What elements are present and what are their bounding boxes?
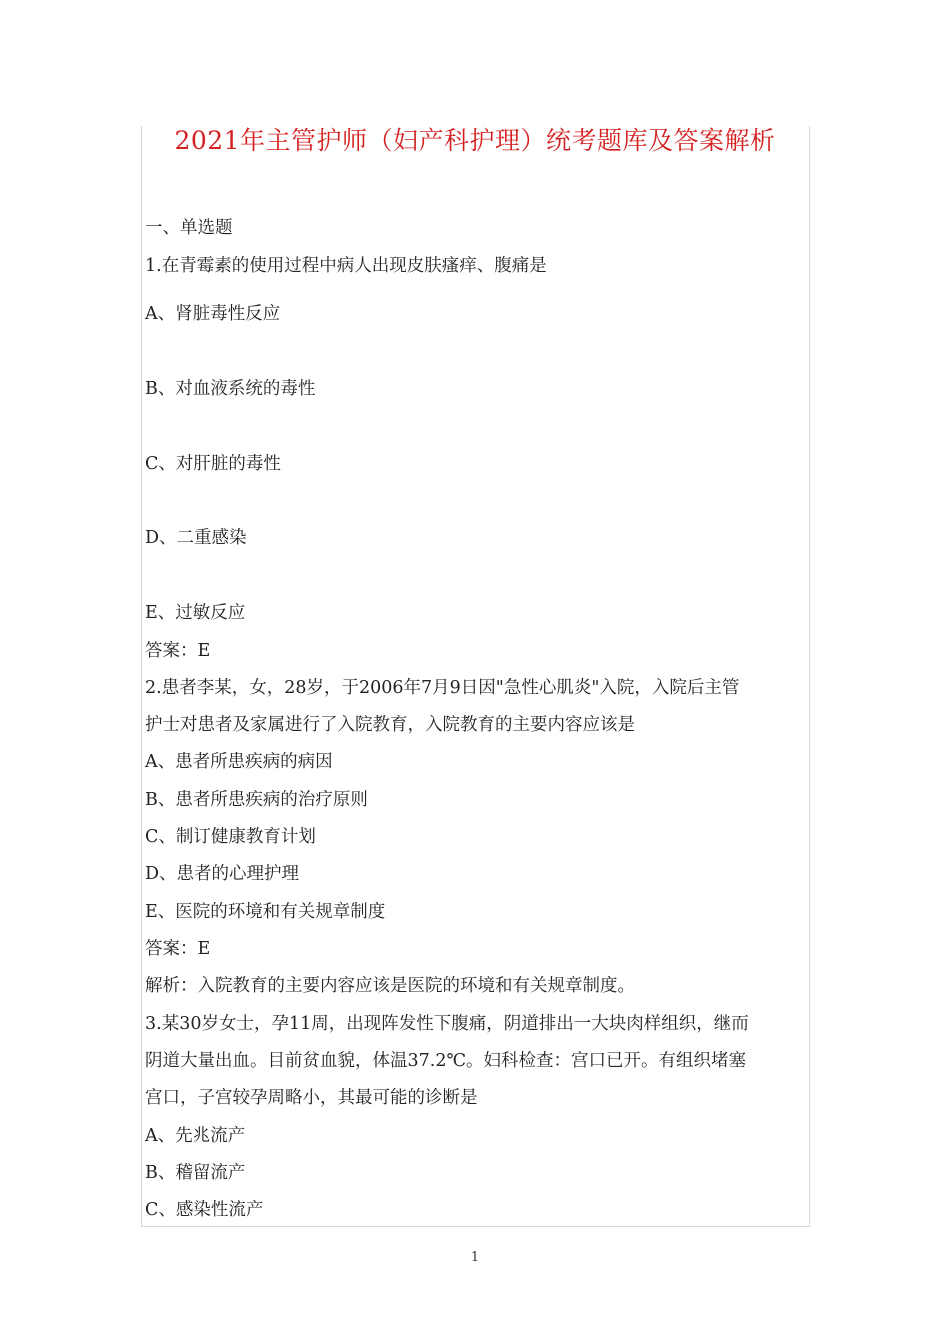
section-heading: 一、单选题 [145, 218, 233, 238]
q3-option-a: A、先兆流产 [145, 1126, 246, 1146]
q1-option-e: E、过敏反应 [145, 603, 246, 623]
q2-option-d: D、患者的心理护理 [145, 864, 300, 884]
q1-option-c: C、对肝脏的毒性 [145, 454, 281, 474]
q1-stem: 1.在青霉素的使用过程中病人出现皮肤瘙痒、腹痛是 [145, 256, 547, 276]
q2-stem-line-2: 护士对患者及家属进行了入院教育，入院教育的主要内容应该是 [145, 715, 635, 735]
q1-option-a: A、肾脏毒性反应 [145, 304, 281, 324]
page-number: 1 [470, 1250, 480, 1265]
q3-option-b: B、稽留流产 [145, 1163, 246, 1183]
q2-analysis: 解析：入院教育的主要内容应该是医院的环境和有关规章制度。 [145, 976, 635, 996]
q3-stem-line-2: 阴道大量出血。目前贫血貌，体温37.2℃。妇科检查：宫口已开。有组织堵塞 [145, 1051, 747, 1071]
q2-option-e: E、医院的环境和有关规章制度 [145, 902, 386, 922]
q2-option-b: B、患者所患疾病的治疗原则 [145, 790, 368, 810]
q2-stem-line-1: 2.患者李某，女，28岁，于2006年7月9日因"急性心肌炎"入院，入院后主管 [145, 678, 740, 698]
q2-answer: 答案：E [145, 939, 211, 959]
q2-option-a: A、患者所患疾病的病因 [145, 752, 333, 772]
q2-option-c: C、制订健康教育计划 [145, 827, 316, 847]
q1-answer: 答案：E [145, 641, 211, 661]
q1-option-b: B、对血液系统的毒性 [145, 379, 316, 399]
q1-option-d: D、二重感染 [145, 528, 247, 548]
q3-option-c: C、感染性流产 [145, 1200, 264, 1220]
q3-stem-line-3: 宫口，子宫较孕周略小，其最可能的诊断是 [145, 1088, 478, 1108]
q3-stem-line-1: 3.某30岁女士，孕11周，出现阵发性下腹痛，阴道排出一大块肉样组织，继而 [145, 1014, 749, 1034]
document-title: 2021年主管护师（妇产科护理）统考题库及答案解析 [174, 126, 776, 155]
